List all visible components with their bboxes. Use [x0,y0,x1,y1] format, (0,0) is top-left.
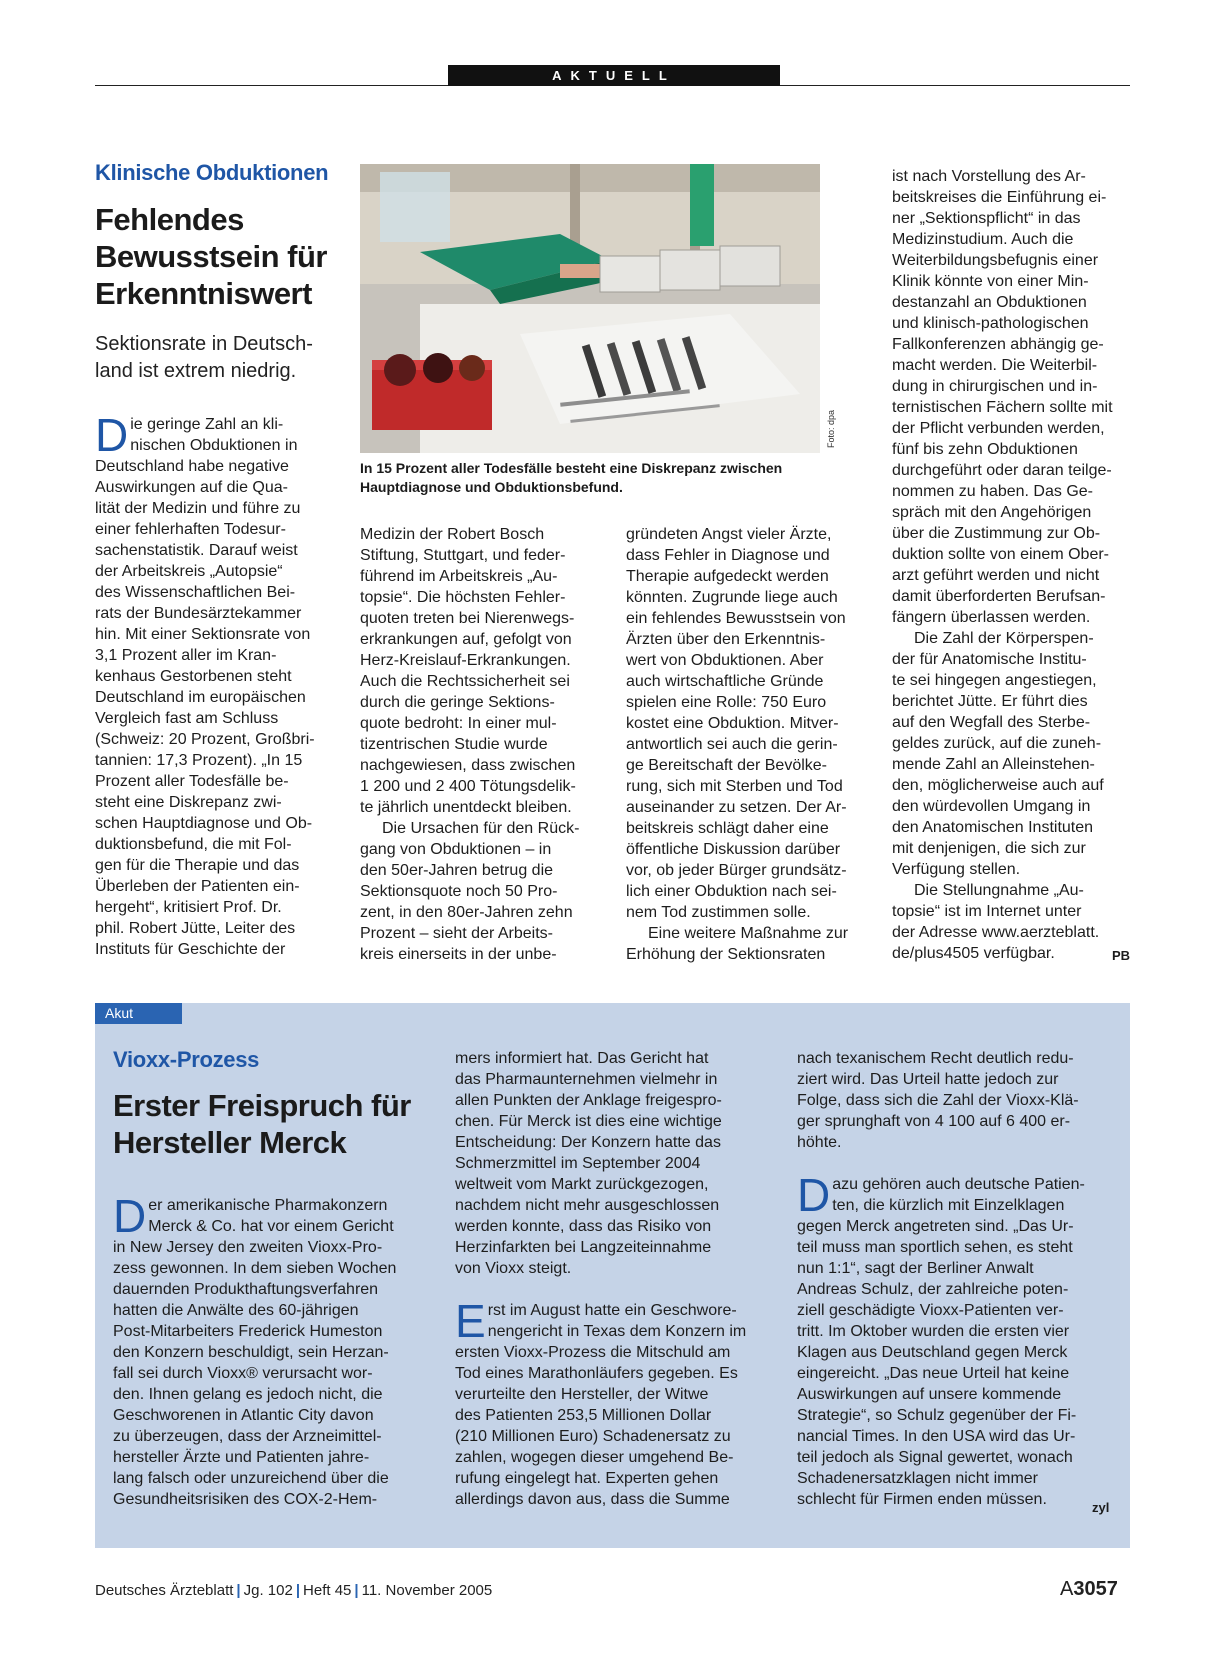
text-line: Die Ursachen für den Rück- [382,820,580,837]
issue: Heft 45 [303,1582,352,1599]
text-line: Weiterbildungsbefugnis einer [892,252,1099,269]
article1-paragraph-2 [360,524,600,818]
article1-paragraph-7 [892,628,1132,880]
text-line: ternistischen Fächern sollte mit [892,399,1113,416]
article1-column-3 [626,524,866,965]
text-line: auch wirtschaftliche Gründe [626,673,824,690]
article2-paragraph-4 [797,1048,1113,1153]
article2-paragraph-2 [455,1048,771,1279]
article1-subhead: Sektionsrate in Deutsch- land ist extrem niedrig. [95,333,313,382]
text-line: auseinander zu setzen. Der Ar- [626,799,847,816]
article2-paragraph-1 [113,1190,429,1510]
text-line: damit überforderten Berufsan- [892,588,1106,605]
text-line: das Pharmaunternehmen vielmehr in [455,1071,718,1088]
text-line: Herzinfarkten bei Langzeiteinnahme [455,1239,712,1256]
text-line: dauernden Produkthaftungsverfahren [113,1281,379,1298]
text-line: Merck & Co. hat vor einem Gericht [148,1218,394,1235]
text-line: rats der Bundesärztekammer [95,605,302,622]
article2-signature: zyl [1092,1500,1110,1515]
text-line: Tod eines Marathonläufers gegeben. Es [455,1365,738,1382]
text-line: teil muss man sportlich sehen, es steht [797,1239,1073,1256]
text-line: antwortlich sei auch die gerin- [626,736,838,753]
article1-column-4 [892,166,1132,964]
text-line: nach texanischem Recht deutlich redu- [797,1050,1074,1067]
text-line: Medizinstudium. Auch die [892,231,1074,248]
dropcap: E [455,1295,486,1347]
article1-paragraph-3 [360,818,600,965]
article1-paragraph-1 [95,409,335,960]
text-line: tritt. Im Oktober wurden die ersten vier [797,1323,1070,1340]
photo-caption: In 15 Prozent aller Todesfälle besteht eine Diskrepanz zwischen Hauptdiagnose und Obduktionsbefund. [360,460,783,495]
text-line: den Konzern beschuldigt, sein Herzan- [113,1344,389,1361]
text-line: Entscheidung: Der Konzern hatte das [455,1134,721,1151]
text-line: durch die geringe Sektions- [360,694,555,711]
article1-paragraph-6 [892,166,1132,628]
text-line: lich einer Obduktion nach sei- [626,883,837,900]
text-line: te sei hingegen angestiegen, [892,672,1097,689]
photo-credit: Foto: dpa [826,409,836,448]
text-line: dung in chirurgischen und in- [892,378,1098,395]
text-line: Die Stellungnahme „Au- [914,882,1084,899]
text-line: Erhöhung der Sektionsraten [626,946,826,963]
text-line: den würdevollen Umgang in [892,798,1091,815]
text-line: schen Hauptdiagnose und Ob- [95,815,313,832]
text-line: hatten die Anwälte des 60-jährigen [113,1302,359,1319]
article1-kicker: Klinische Obduktionen [95,160,329,185]
text-line: Fallkonferenzen abhängig ge- [892,336,1104,353]
text-line: Gesundheitsrisiken des COX-2-Hem- [113,1491,378,1508]
text-line: spräch mit den Angehörigen [892,504,1092,521]
text-line: über die Zustimmung zur Ob- [892,525,1101,542]
text-line: rst im August hatte ein Geschwore- [487,1302,737,1319]
text-line: duktionsbefund, die mit Fol- [95,836,292,853]
text-line: sachenstatistik. Darauf weist [95,542,298,559]
text-line: Eine weitere Maßnahme zur [648,925,849,942]
text-line: schlecht für Firmen enden müssen. [797,1491,1047,1508]
text-line: fünf bis zehn Obduktionen [892,441,1078,458]
text-line: zu überzeugen, dass der Arzneimittel- [113,1428,382,1445]
text-line: ge Bereitschaft der Bevölke- [626,757,827,774]
article2-column-2 [455,1048,771,1510]
text-line: zent, in den 80er-Jahren zehn [360,904,573,921]
article1-paragraph-5 [626,923,866,965]
text-line: Andreas Schulz, der zahlreiche poten- [797,1281,1069,1298]
text-line: rung, sich mit Sterben und Tod [626,778,843,795]
dropcap: D [95,409,129,461]
text-line: Verfügung stellen. [892,861,1021,878]
text-line: öffentliche Diskussion darüber [626,841,841,858]
article2-column-1 [113,1190,429,1510]
text-line: rufung eingelegt hat. Experten gehen [455,1470,719,1487]
text-line: Klinik könnte von einer Min- [892,273,1089,290]
text-line: zahlen, wogegen dieser umgehend Be- [455,1449,734,1466]
text-line: der für Anatomische Institu- [892,651,1087,668]
text-line: Vergleich fast am Schluss [95,710,279,727]
text-line: Geschworenen in Atlantic City davon [113,1407,374,1424]
text-line: Folge, dass sich die Zahl der Vioxx-Klä- [797,1092,1079,1109]
text-line: den Anatomischen Instituten [892,819,1094,836]
text-line: macht werden. Die Weiterbil- [892,357,1098,374]
text-line: durchgeführt oder daran teilge- [892,462,1112,479]
text-line: fängern überlassen werden. [892,609,1091,626]
text-line: einer fehlerhaften Todesur- [95,521,286,538]
text-line: Deutschland habe negative [95,458,289,475]
text-line: Sektionsquote noch 50 Pro- [360,883,558,900]
text-line: könnten. Zugrunde liege auch [626,589,838,606]
article1-paragraph-8 [892,880,1132,964]
text-line: kenhaus Gestorbenen steht [95,668,292,685]
text-line: Auswirkungen auf unsere kommende [797,1386,1062,1403]
text-line: teil jedoch als Signal gewertet, wonach [797,1449,1073,1466]
text-line: führend im Arbeitskreis „Au- [360,568,558,585]
text-line: zess gewonnen. In dem sieben Wochen [113,1260,397,1277]
text-line: Prozent aller Todesfälle be- [95,773,289,790]
text-line: Medizin der Robert Bosch [360,526,545,543]
text-line: nischen Obduktionen in [130,437,298,454]
text-line: 3,1 Prozent aller im Kran- [95,647,277,664]
text-line: verurteilte den Hersteller, der Witwe [455,1386,709,1403]
journal-name: Deutsches Ärzteblatt [95,1582,234,1599]
text-line: höhte. [797,1134,842,1151]
article2-kicker: Vioxx-Prozess [113,1047,260,1072]
text-line: destanzahl an Obduktionen [892,294,1087,311]
text-line: Strategie“, so Schulz gegenüber der Fi- [797,1407,1077,1424]
text-line: Prozent – sieht der Arbeits- [360,925,553,942]
text-line: der Arbeitskreis „Autopsie“ [95,563,283,580]
text-line: Ärzten über den Erkenntnis- [626,631,826,648]
text-line: nun 1:1“, sagt der Berliner Anwalt [797,1260,1034,1277]
text-line: Instituts für Geschichte der [95,941,286,958]
text-line: gen für die Therapie und das [95,857,300,874]
article1-column-1 [95,409,335,960]
dropcap: D [797,1169,831,1221]
text-line: arzt geführt werden und nicht [892,567,1100,584]
text-line: (Schweiz: 20 Prozent, Großbri- [95,731,315,748]
article1-column-2 [360,524,600,965]
text-line: gang von Obduktionen – in [360,841,552,858]
text-line: spielen eine Rolle: 750 Euro [626,694,827,711]
text-line: des Wissenschaftlichen Bei- [95,584,296,601]
text-line: der Pflicht verbunden werden, [892,420,1105,437]
text-line: der Adresse www.aerzteblatt. [892,924,1100,941]
text-line: er amerikanische Pharmakonzern [148,1197,388,1214]
text-line: ersten Vioxx-Prozess die Mitschuld am [455,1344,731,1361]
text-line: vor, ob jeder Bürger grundsätz- [626,862,847,879]
text-line: hergeht“, kritisiert Prof. Dr. [95,899,282,916]
text-line: weltweit vom Markt zurückgezogen, [455,1176,709,1193]
text-line: steht eine Diskrepanz zwi- [95,794,282,811]
text-line: ziell geschädigte Vioxx-Patienten ver- [797,1302,1064,1319]
text-line: ner „Sektionspflicht“ in das [892,210,1081,227]
dropcap: D [113,1190,147,1242]
text-line: mers informiert hat. Das Gericht hat [455,1050,709,1067]
text-line: nem Tod zustimmen solle. [626,904,811,921]
text-line: wert von Obduktionen. Aber [626,652,824,669]
text-line: Deutschland im europäischen [95,689,306,706]
akut-tag: Akut [95,1003,182,1024]
text-line: mende Zahl an Alleinstehen- [892,756,1095,773]
text-line: auf den Wegfall des Sterbe- [892,714,1091,731]
text-line: chen. Für Merck ist dies eine wichtige [455,1113,722,1130]
text-line: Schmerzmittel im September 2004 [455,1155,701,1172]
text-line: eingereicht. „Das neue Urteil hat keine [797,1365,1070,1382]
text-line: nengericht in Texas dem Konzern im [487,1323,747,1340]
text-line: gegen Merck angetreten sind. „Das Ur- [797,1218,1074,1235]
text-line: allerdings davon aus, dass die Summe [455,1491,730,1508]
text-line: dass Fehler in Diagnose und [626,547,830,564]
autopsy-room-illustration [360,164,820,453]
article1-headline: Fehlendes Bewusstsein für Erkenntniswert [95,202,327,311]
text-line: fall sei durch Vioxx® verursacht wor- [113,1365,373,1382]
text-line: Auswirkungen auf die Qua- [95,479,288,496]
text-line: nachgewiesen, dass zwischen [360,757,576,774]
text-line: in New Jersey den zweiten Vioxx-Pro- [113,1239,383,1256]
text-line: von Vioxx steigt. [455,1260,572,1277]
text-line: tannien: 17,3 Prozent). „In 15 [95,752,303,769]
text-line: tizentrischen Studie wurde [360,736,548,753]
text-line: lang falsch oder unzureichend über die [113,1470,389,1487]
text-line: Auch die Rechtssicherheit sei [360,673,570,690]
text-line: hersteller Ärzte und Patienten jahre- [113,1449,370,1466]
text-line: ein fehlendes Bewusstsein von [626,610,846,627]
article1-signature: PB [1112,948,1131,963]
text-line: mit denjenigen, die sich zur [892,840,1086,857]
text-line: und klinisch-pathologischen [892,315,1089,332]
issue-date: 11. November 2005 [361,1582,493,1599]
text-line: Stiftung, Stuttgart, und feder- [360,547,566,564]
text-line: lität der Medizin und führe zu [95,500,301,517]
text-line: (210 Millionen Euro) Schadenersatz zu [455,1428,731,1445]
text-line: te jährlich unentdeckt bleiben. [360,799,572,816]
text-line: Schadenersatzklagen nicht immer [797,1470,1039,1487]
volume: Jg. 102 [243,1582,293,1599]
article1-paragraph-4 [626,524,866,923]
text-line: nancial Times. In den USA wird das Ur- [797,1428,1076,1445]
text-line: nachdem nicht mehr ausgeschlossen [455,1197,720,1214]
footer-citation: Deutsches Ärzteblatt | Jg. 102 | Heft 45 | 11. November 2005 [95,1582,493,1599]
text-line: Post-Mitarbeiters Frederick Humeston [113,1323,383,1340]
text-line: Herz-Kreislauf-Erkrankungen. [360,652,571,669]
text-line: ist nach Vorstellung des Ar- [892,168,1086,185]
article2-paragraph-3 [455,1295,771,1510]
text-line: nommen zu haben. Das Ge- [892,483,1093,500]
text-line: kreis einerseits in der unbe- [360,946,557,963]
section-label: AKTUELL [448,65,780,86]
autopsy-room-photo [360,164,820,453]
text-line: den 50er-Jahren betrug die [360,862,554,879]
text-line: den, möglicherweise auch auf [892,777,1104,794]
text-line: Die Zahl der Körperspen- [914,630,1094,647]
text-line: quoten treten bei Nierenwegs- [360,610,575,627]
text-line: ie geringe Zahl an kli- [130,416,284,433]
text-line: ger sprunghaft von 4 100 auf 6 400 er- [797,1113,1071,1130]
text-line: Klagen aus Deutschland gegen Merck [797,1344,1068,1361]
page-number: A3057 [1060,1578,1118,1600]
text-line: hin. Mit einer Sektionsrate von [95,626,311,643]
text-line: des Patienten 253,5 Millionen Dollar [455,1407,712,1424]
text-line: 1 200 und 2 400 Tötungsdelik- [360,778,576,795]
text-line: ten, die kürzlich mit Einzelklagen [832,1197,1065,1214]
text-line: den. Ihnen gelang es jedoch nicht, die [113,1386,383,1403]
text-line: quote bedroht: In einer mul- [360,715,557,732]
text-line: duktion sollte von einem Ober- [892,546,1109,563]
text-line: azu gehören auch deutsche Patien- [832,1176,1085,1193]
text-line: topsie“. Die höchsten Fehler- [360,589,566,606]
text-line: Überleben der Patienten ein- [95,878,300,895]
text-line: beitskreis schlägt daher eine [626,820,829,837]
text-line: gründeten Angst vieler Ärzte, [626,526,832,543]
article2-headline: Erster Freispruch für Hersteller Merck [113,1088,411,1160]
text-line: Therapie aufgedeckt werden [626,568,829,585]
text-line: berichtet Jütte. Er führt dies [892,693,1088,710]
text-line: allen Punkten der Anklage freigespro- [455,1092,722,1109]
text-line: phil. Robert Jütte, Leiter des [95,920,296,937]
text-line: de/plus4505 verfügbar. [892,945,1055,962]
text-line: geldes zurück, auf die zuneh- [892,735,1102,752]
text-line: topsie“ ist im Internet unter [892,903,1082,920]
article2-column-3 [797,1048,1113,1510]
text-line: ziert wird. Das Urteil hatte jedoch zur [797,1071,1059,1088]
text-line: kostet eine Obduktion. Mitver- [626,715,839,732]
text-line: beitskreises die Einführung ei- [892,189,1107,206]
article2-paragraph-5 [797,1169,1113,1510]
text-line: werden konnte, dass das Risiko von [455,1218,712,1235]
text-line: erkrankungen auf, gefolgt von [360,631,572,648]
